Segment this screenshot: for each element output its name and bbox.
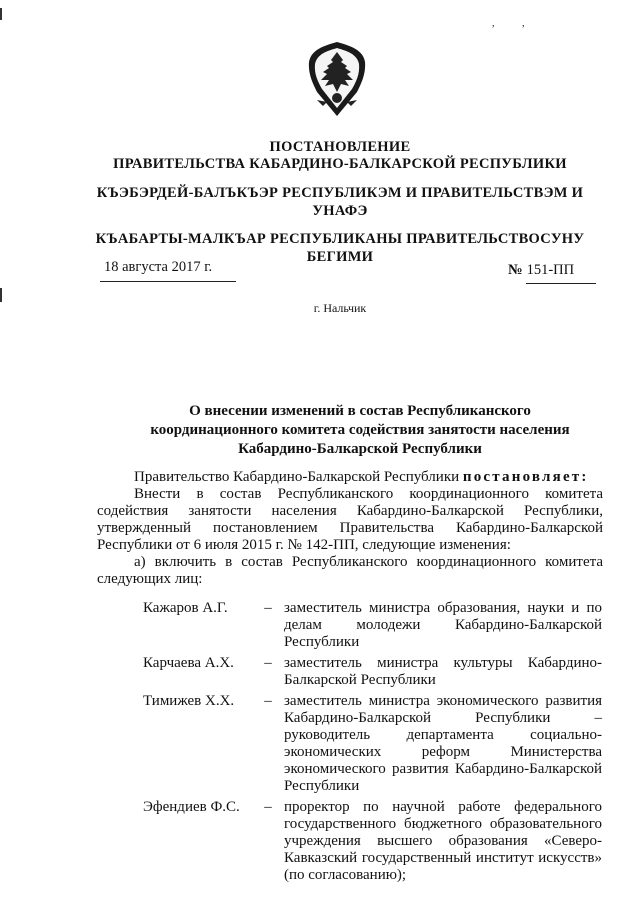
person-name: Тимижев Х.Х. xyxy=(143,693,235,709)
paragraph: Внести в состав Республиканского координационного комитета содействия занятости населения Кабардино-Балкарской Республики, утвержденный постановлением Правительства Кабардино-Балкарской Республики от 6 июля 2015 г. № 142-ПП, следующие изменения: xyxy=(97,486,603,553)
person-role: заместитель министра культуры Кабардино-Балкарской Республики xyxy=(284,655,602,688)
number-value: 151-ПП xyxy=(526,262,575,278)
coat-of-arms-emblem xyxy=(303,40,371,118)
scan-edge-mark xyxy=(0,288,2,302)
title-line: КЪЭБЭРДЕЙ-БАЛЪКЪЭР РЕСПУБЛИКЭМ И ПРАВИТЕЛЬСТВЭМ И xyxy=(96,185,584,201)
document-date: 18 августа 2017 г. xyxy=(104,259,213,275)
scan-edge-mark xyxy=(0,8,2,20)
subject-line: координационного комитета содействия занятости населения xyxy=(150,422,570,438)
person-name: Эфендиев Ф.С. xyxy=(143,799,240,815)
person-dash: – xyxy=(264,799,272,815)
person-role: заместитель министра экономического развития Кабардино-Балкарской Республики – руководитель департамента социально-экономических реформ Министерства экономического развития Кабардино-Балкарской Республики xyxy=(284,693,602,794)
subject-line: О внесении изменений в состав Республиканского xyxy=(189,403,531,419)
number-prefix: № xyxy=(508,262,523,278)
document-body xyxy=(97,469,603,588)
person-entry xyxy=(97,655,607,689)
person-name: Кажаров А.Г. xyxy=(143,600,228,616)
title-line: КЪАБАРТЫ-МАЛКЪАР РЕСПУБЛИКАНЫ ПРАВИТЕЛЬСТВОСУНУ xyxy=(95,231,585,247)
person-name: Карчаева А.Х. xyxy=(143,655,234,671)
document-subject xyxy=(120,402,600,459)
title-line: БЕГИМИ xyxy=(306,249,374,265)
document-title xyxy=(90,139,590,173)
decree-lead: Правительство Кабардино-Балкарской Республики xyxy=(134,469,463,485)
date-underline xyxy=(100,281,236,282)
person-dash: – xyxy=(264,655,272,671)
paragraph: а) включить в состав Республиканского координационного комитета следующих лиц: xyxy=(97,554,603,587)
person-dash: – xyxy=(264,693,272,709)
decree-word: постановляет: xyxy=(462,469,589,485)
person-role: заместитель министра образования, науки и по делам молодежи Кабардино-Балкарской Республики xyxy=(284,600,602,650)
number-underline xyxy=(526,283,596,284)
title-line: ПРАВИТЕЛЬСТВА КАБАРДИНО-БАЛКАРСКОЙ РЕСПУБЛИКИ xyxy=(113,156,567,172)
kabardian-title xyxy=(90,184,590,220)
person-entry xyxy=(97,693,607,795)
document-number xyxy=(508,262,574,279)
city: г. Нальчик xyxy=(313,301,367,315)
person-dash: – xyxy=(264,600,272,616)
person-entry xyxy=(97,799,607,884)
decree-line xyxy=(97,469,603,486)
scan-speck: , xyxy=(522,18,525,29)
persons-list xyxy=(97,600,607,888)
scan-speck: , xyxy=(492,18,495,29)
person-entry xyxy=(97,600,607,651)
subject-line: Кабардино-Балкарской Республики xyxy=(238,441,482,457)
person-role: проректор по научной работе федерального государственного бюджетного образовательного учреждения высшего образования «Северо-Кавказский государственный институт искусств» (по согласованию); xyxy=(284,799,602,883)
title-line: УНАФЭ xyxy=(312,203,368,219)
title-line: ПОСТАНОВЛЕНИЕ xyxy=(269,139,411,155)
